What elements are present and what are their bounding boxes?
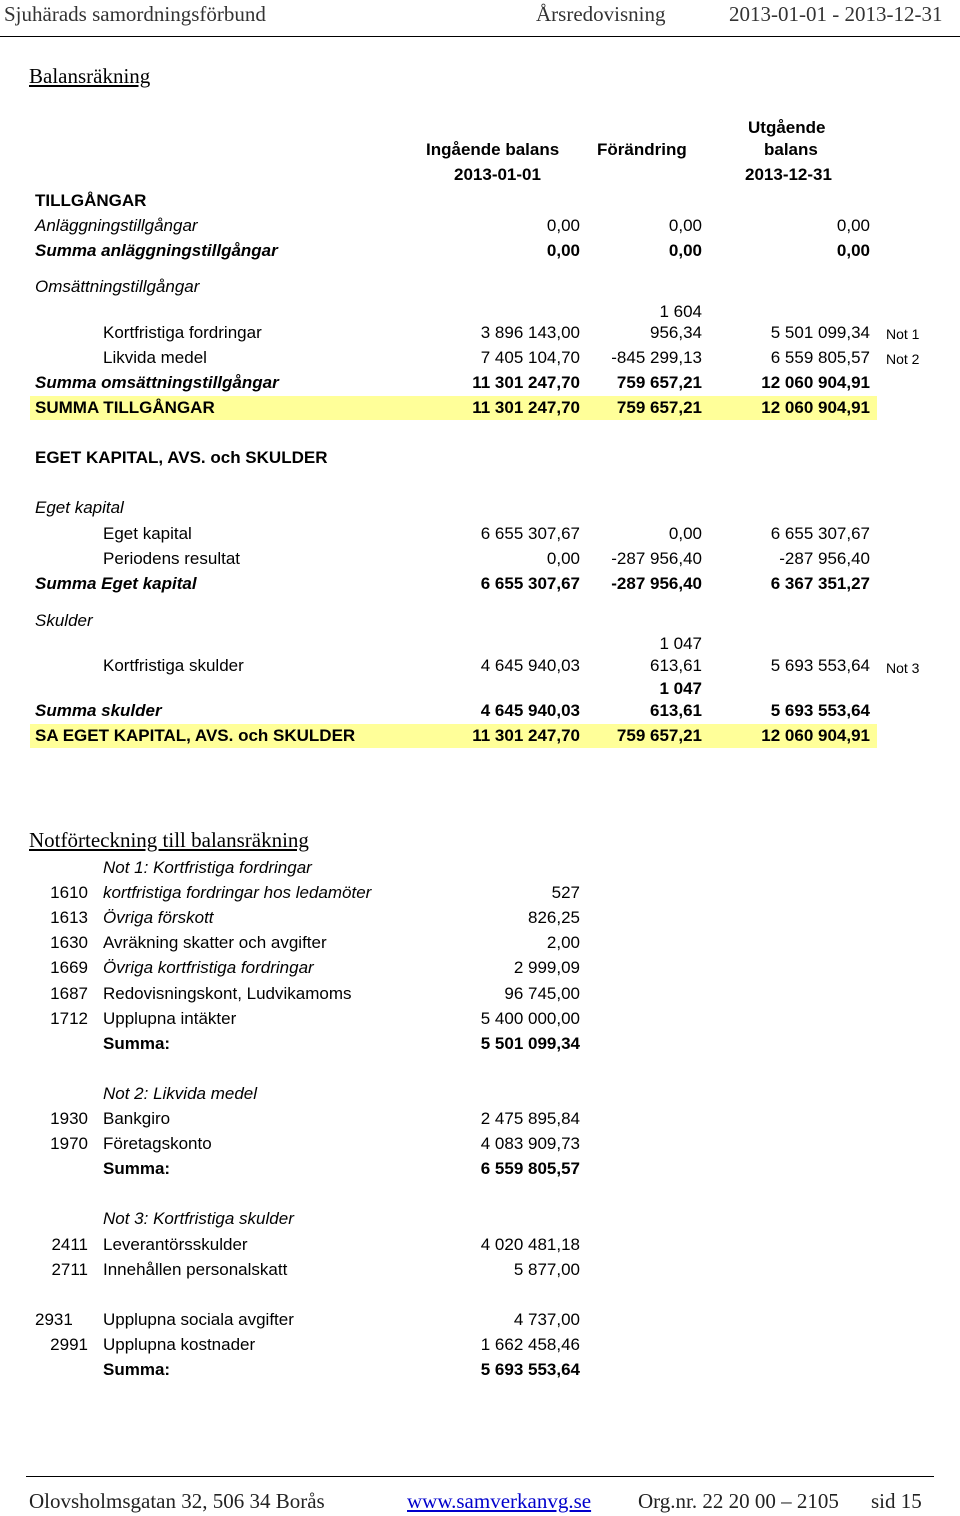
note3-sum-label: Summa: xyxy=(103,1360,171,1379)
note3-row-acct: 2711 xyxy=(51,1260,88,1279)
note3-row-amount: 4 020 481,18 xyxy=(480,1235,580,1254)
note2-row-acct: 1970 xyxy=(50,1134,88,1153)
note3-sum: 5 693 553,64 xyxy=(480,1360,580,1379)
notes-title: Notförteckning till balansräkning xyxy=(29,828,309,852)
debt-sum-change-2: 613,61 xyxy=(650,701,702,720)
equity-closing: 6 655 307,67 xyxy=(770,524,870,543)
note1-title: Not 1: Kortfristiga fordringar xyxy=(103,858,312,877)
footer-rule xyxy=(26,1476,934,1477)
equity-sum-change: -287 956,40 xyxy=(611,574,702,593)
note1-row-acct: 1687 xyxy=(50,984,88,1003)
note1-sum: 5 501 099,34 xyxy=(480,1034,580,1053)
receivables-change-2: 956,34 xyxy=(650,323,702,342)
liab-total-change: 759 657,21 xyxy=(616,726,702,745)
note2-sum-label: Summa: xyxy=(103,1159,171,1178)
col-opening-header: Ingående balans xyxy=(426,140,560,159)
note2-row-label: Bankgiro xyxy=(103,1109,171,1128)
short-debt-closing: 5 693 553,64 xyxy=(770,656,870,675)
note1-row-amount: 96 745,00 xyxy=(504,984,580,1003)
liab-total-label: SA EGET KAPITAL, AVS. och SKULDER xyxy=(35,726,356,745)
short-debt-change-1: 1 047 xyxy=(659,634,702,653)
col-closing-header-1: Utgående xyxy=(748,118,826,137)
short-debt-note: Not 3 xyxy=(886,660,920,676)
note3-row-amount: 5 877,00 xyxy=(513,1260,580,1279)
equity-change: 0,00 xyxy=(668,524,702,543)
receivables-note: Not 1 xyxy=(886,326,920,342)
note1-row-amount: 2,00 xyxy=(546,933,580,952)
cash-note: Not 2 xyxy=(886,351,920,367)
note3-row-amount: 4 737,00 xyxy=(513,1310,580,1329)
fixed-sum-label: Summa anläggningstillgångar xyxy=(35,241,278,260)
cash-label: Likvida medel xyxy=(103,348,207,367)
footer-page: sid 15 xyxy=(871,1489,922,1513)
fixed-sum-change: 0,00 xyxy=(668,241,702,260)
debt-sum-opening: 4 645 940,03 xyxy=(480,701,580,720)
result-change: -287 956,40 xyxy=(611,549,702,568)
receivables-opening: 3 896 143,00 xyxy=(480,323,580,342)
fixed-sum-closing: 0,00 xyxy=(836,241,870,260)
balance-title: Balansräkning xyxy=(29,64,151,88)
col-opening-date: 2013-01-01 xyxy=(454,165,541,184)
note1-row-acct: 1669 xyxy=(50,958,88,977)
cash-closing: 6 559 805,57 xyxy=(770,348,870,367)
assets-total-closing: 12 060 904,91 xyxy=(761,398,870,417)
debt-heading: Skulder xyxy=(35,611,93,630)
note3-row-amount: 1 662 458,46 xyxy=(480,1335,580,1354)
note3-row-label: Upplupna kostnader xyxy=(103,1335,256,1354)
header-rule xyxy=(0,36,960,37)
fixed-sum-opening: 0,00 xyxy=(546,241,580,260)
result-closing: -287 956,40 xyxy=(779,549,870,568)
col-closing-header-2: balans xyxy=(764,140,818,159)
equity-opening: 6 655 307,67 xyxy=(480,524,580,543)
note2-sum: 6 559 805,57 xyxy=(480,1159,580,1178)
debt-sum-change-1: 1 047 xyxy=(659,679,702,698)
receivables-change-1: 1 604 xyxy=(659,302,702,321)
note1-sum-label: Summa: xyxy=(103,1034,171,1053)
note1-row-acct: 1610 xyxy=(50,883,88,902)
liab-heading: EGET KAPITAL, AVS. och SKULDER xyxy=(35,448,328,467)
fixed-opening: 0,00 xyxy=(546,216,580,235)
equity-sum-opening: 6 655 307,67 xyxy=(480,574,580,593)
note3-row-acct: 2931 xyxy=(35,1310,73,1329)
equity-label: Eget kapital xyxy=(103,524,192,543)
debt-sum-closing: 5 693 553,64 xyxy=(770,701,870,720)
note1-row-label: Upplupna intäkter xyxy=(103,1009,237,1028)
footer-orgnr: Org.nr. 22 20 00 – 2105 xyxy=(638,1489,839,1513)
note1-row-acct: 1630 xyxy=(50,933,88,952)
note1-row-label: Avräkning skatter och avgifter xyxy=(103,933,327,952)
col-closing-date: 2013-12-31 xyxy=(745,165,832,184)
fixed-closing: 0,00 xyxy=(836,216,870,235)
col-change-header: Förändring xyxy=(597,140,687,159)
fixed-label: Anläggningstillgångar xyxy=(35,216,198,235)
current-heading: Omsättningstillgångar xyxy=(35,277,200,296)
note1-row-label: kortfristiga fordringar hos ledamöter xyxy=(103,883,372,902)
note2-row-acct: 1930 xyxy=(50,1109,88,1128)
note2-row-label: Företagskonto xyxy=(103,1134,212,1153)
note1-row-label: Övriga förskott xyxy=(103,908,214,927)
equity-heading: Eget kapital xyxy=(35,498,124,517)
short-debt-change-2: 613,61 xyxy=(650,656,702,675)
equity-sum-label: Summa Eget kapital xyxy=(35,574,197,593)
note1-row-amount: 826,25 xyxy=(528,908,580,927)
liab-total-closing: 12 060 904,91 xyxy=(761,726,870,745)
note1-row-amount: 527 xyxy=(551,883,580,902)
header-period: 2013-01-01 - 2013-12-31 xyxy=(729,2,943,26)
receivables-closing: 5 501 099,34 xyxy=(770,323,870,342)
fixed-change: 0,00 xyxy=(668,216,702,235)
header-doc: Årsredovisning xyxy=(536,2,666,26)
assets-total-change: 759 657,21 xyxy=(616,398,702,417)
receivables-label: Kortfristiga fordringar xyxy=(103,323,262,342)
cash-change: -845 299,13 xyxy=(611,348,702,367)
assets-total-opening: 11 301 247,70 xyxy=(472,398,580,417)
result-label: Periodens resultat xyxy=(103,549,241,568)
note1-row-label: Redovisningskont, Ludvikamoms xyxy=(103,984,352,1003)
note1-row-acct: 1712 xyxy=(50,1009,88,1028)
note1-row-amount: 5 400 000,00 xyxy=(480,1009,580,1028)
current-sum-change: 759 657,21 xyxy=(616,373,702,392)
footer-address: Olovsholmsgatan 32, 506 34 Borås xyxy=(29,1489,325,1513)
note1-row-acct: 1613 xyxy=(50,908,88,927)
header-org: Sjuhärads samordningsförbund xyxy=(4,2,266,26)
current-sum-opening: 11 301 247,70 xyxy=(472,373,580,392)
note2-row-amount: 4 083 909,73 xyxy=(480,1134,580,1153)
cash-opening: 7 405 104,70 xyxy=(480,348,580,367)
note2-row-amount: 2 475 895,84 xyxy=(480,1109,580,1128)
assets-heading: TILLGÅNGAR xyxy=(35,191,147,210)
note3-row-label: Upplupna sociala avgifter xyxy=(103,1310,294,1329)
note1-row-label: Övriga kortfristiga fordringar xyxy=(103,958,314,977)
note2-title: Not 2: Likvida medel xyxy=(103,1084,258,1103)
current-sum-closing: 12 060 904,91 xyxy=(761,373,870,392)
short-debt-opening: 4 645 940,03 xyxy=(480,656,580,675)
footer-website-link[interactable]: www.samverkanvg.se xyxy=(407,1489,592,1513)
note3-row-acct: 2991 xyxy=(50,1335,88,1354)
result-opening: 0,00 xyxy=(546,549,580,568)
short-debt-label: Kortfristiga skulder xyxy=(103,656,244,675)
note1-row-amount: 2 999,09 xyxy=(513,958,580,977)
debt-sum-label: Summa skulder xyxy=(35,701,162,720)
liab-total-opening: 11 301 247,70 xyxy=(472,726,580,745)
note3-row-label: Innehållen personalskatt xyxy=(103,1260,288,1279)
note3-row-acct: 2411 xyxy=(51,1235,88,1254)
note3-title: Not 3: Kortfristiga skulder xyxy=(103,1209,294,1228)
equity-sum-closing: 6 367 351,27 xyxy=(770,574,870,593)
note3-row-label: Leverantörsskulder xyxy=(103,1235,248,1254)
assets-total-label: SUMMA TILLGÅNGAR xyxy=(35,398,215,417)
current-sum-label: Summa omsättningstillgångar xyxy=(35,373,279,392)
